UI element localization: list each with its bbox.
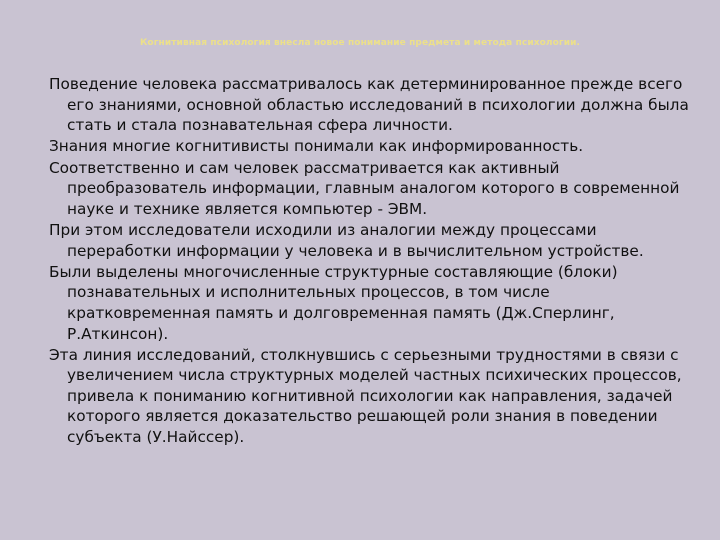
slide-title: Когнитивная психология внесла новое понимание предмета и метода психологии. <box>139 38 581 48</box>
paragraph-structural-blocks: Были выделены многочисленные структурные составляющие (блоки) познавательных и исполнительных процессов, в том числе кратковременная память и долговременная память (Дж.Сперлинг, Р.Аткинсон). <box>49 262 618 343</box>
paragraph-research-line: Эта линия исследований, столкнувшись с серьезными трудностями в связи с увеличением числа структурных моделей частных психических процессов, привела к пониманию когнитивной психологии как направления, задачей которого является доказательство решающей роли знания в поведении субъекта (У.Найссер). <box>49 345 682 447</box>
paragraph-human-as-information-processor: Соответственно и сам человек рассматривается как активный преобразователь информации, главным аналогом которого в современной науке и технике является компьютер - ЭВМ. <box>49 158 680 218</box>
slide-body <box>49 74 689 448</box>
paragraph-knowledge-as-information: Знания многие когнитивисты понимали как информированность. <box>49 137 584 156</box>
paragraph-behavior-determinism: Поведение человека рассматривалось как детерминированное прежде всего его знаниями, основной областью исследований в психологии должна была стать и стала познавательная сфера личности. <box>49 75 689 135</box>
paragraph-computer-analogy: При этом исследователи исходили из аналогии между процессами переработки информации у человека и в вычислительном устройстве. <box>49 220 644 260</box>
